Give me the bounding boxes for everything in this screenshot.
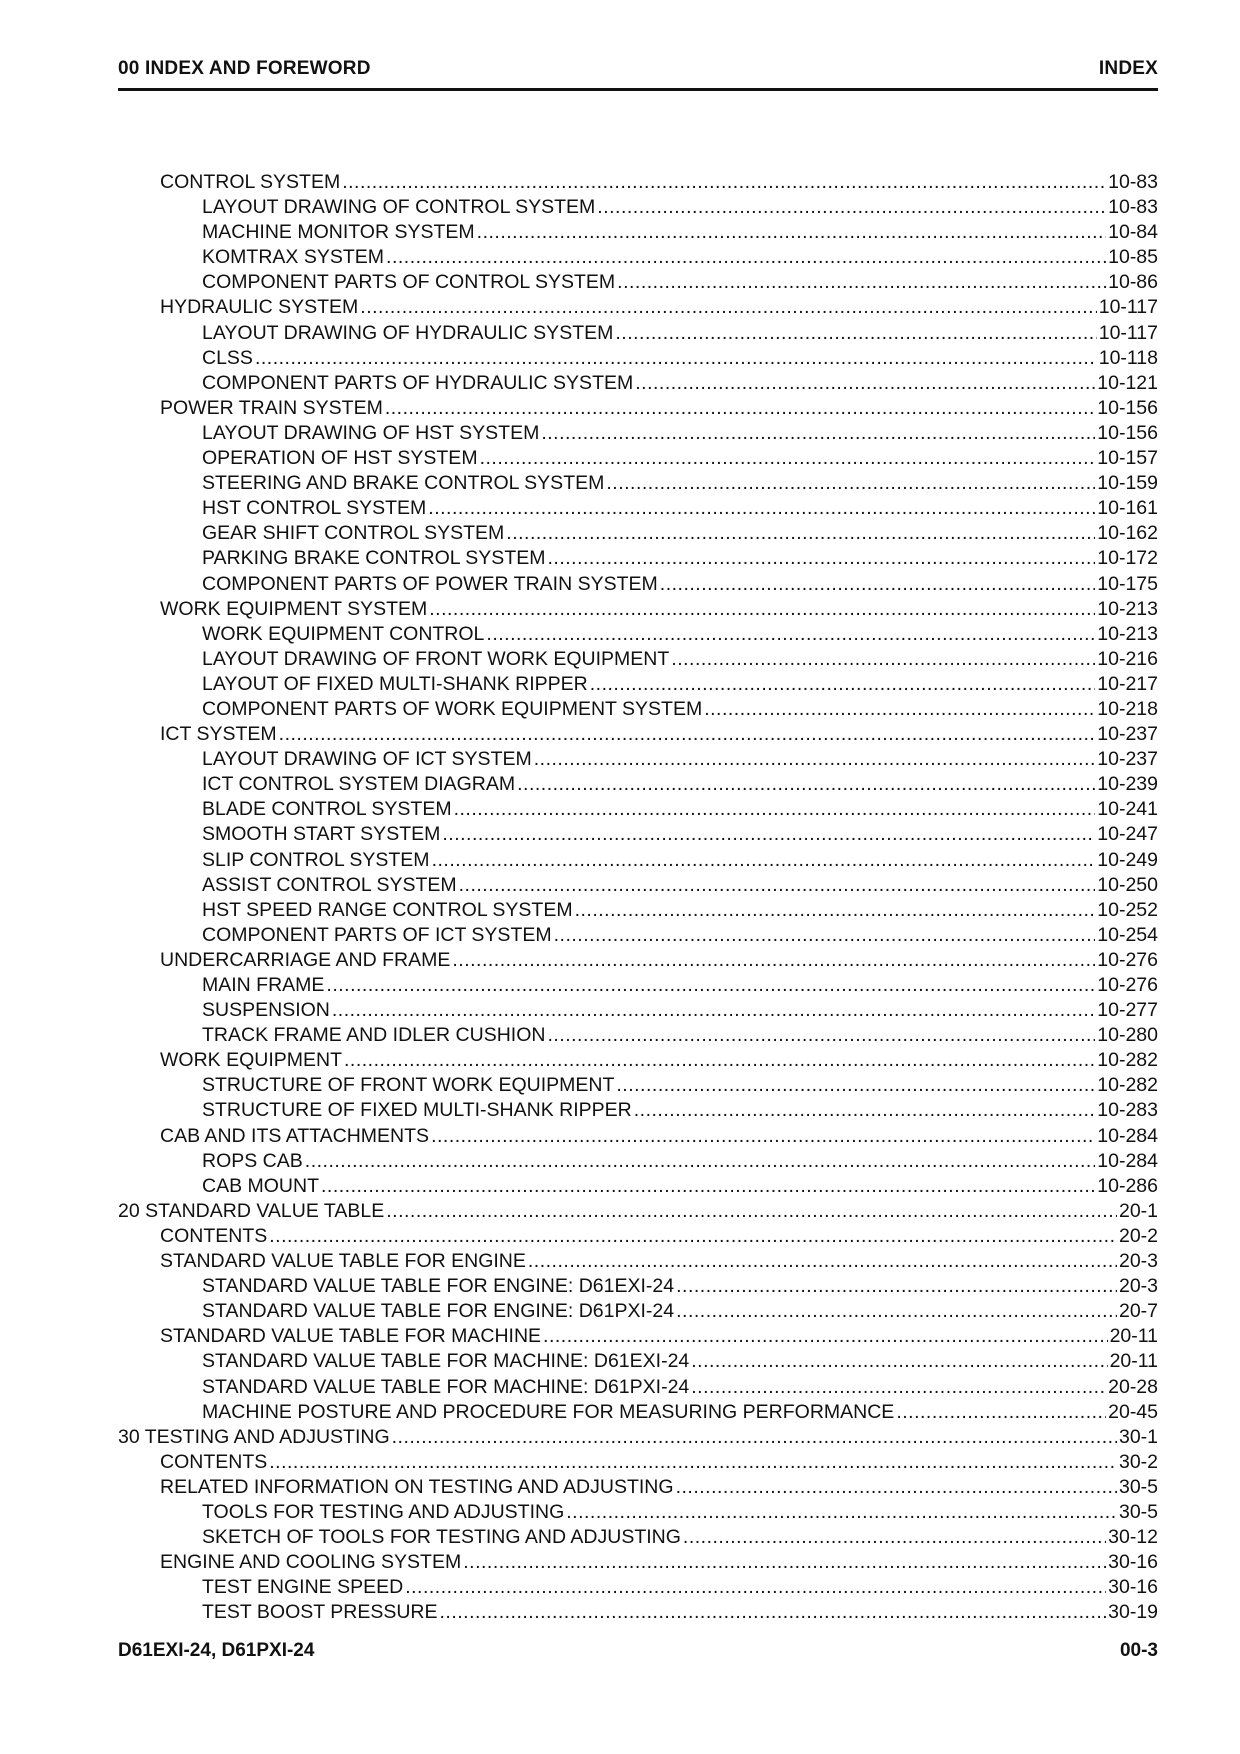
toc-entry-title: CONTROL SYSTEM xyxy=(160,171,341,193)
dot-leader xyxy=(255,346,1097,371)
toc-entry-page: 30-16 xyxy=(1108,1551,1158,1574)
toc-entry-title: ICT CONTROL SYSTEM DIAGRAM xyxy=(202,773,516,796)
toc-entry-title: STANDARD VALUE TABLE FOR MACHINE: D61PXI-24 xyxy=(202,1375,690,1398)
toc-entry-page: 10-284 xyxy=(1097,1149,1158,1172)
toc-entry-page: 10-162 xyxy=(1097,522,1158,545)
toc-entry-page: 10-84 xyxy=(1108,221,1158,244)
toc-entry[interactable] xyxy=(118,371,1158,396)
toc-entry-page: 20-1 xyxy=(1118,1199,1158,1222)
toc-entry-page: 20-3 xyxy=(1118,1275,1158,1298)
toc-entry[interactable] xyxy=(118,1224,1158,1249)
toc-entry-title: COMPONENT PARTS OF ICT SYSTEM xyxy=(202,923,552,946)
dot-leader xyxy=(660,572,1096,597)
toc-entry-title: CAB AND ITS ATTACHMENTS xyxy=(160,1124,430,1147)
dot-leader xyxy=(477,220,1106,245)
toc-entry-page: 30-2 xyxy=(1118,1450,1158,1473)
toc-entry-title: PARKING BRAKE CONTROL SYSTEM xyxy=(202,547,546,570)
toc-entry-title: STANDARD VALUE TABLE FOR MACHINE xyxy=(160,1325,542,1348)
toc-entry-page: 10-249 xyxy=(1097,848,1158,871)
toc-entry[interactable] xyxy=(118,898,1158,923)
toc-entry[interactable] xyxy=(118,1073,1158,1098)
dot-leader xyxy=(386,245,1106,270)
toc-entry-page: 10-237 xyxy=(1097,748,1158,771)
toc-entry-page: 10-172 xyxy=(1097,547,1158,570)
toc-entry-page: 10-121 xyxy=(1097,371,1158,394)
toc-entry-page: 10-286 xyxy=(1097,1174,1158,1197)
toc-entry[interactable] xyxy=(118,647,1158,672)
toc-entry-title: WORK EQUIPMENT SYSTEM xyxy=(160,597,428,620)
dot-leader xyxy=(634,1098,1096,1123)
toc-entry[interactable] xyxy=(118,1199,1158,1224)
dot-leader xyxy=(517,772,1095,797)
toc-entry[interactable] xyxy=(118,873,1158,898)
dot-leader xyxy=(332,998,1095,1023)
toc-entry-title: WORK EQUIPMENT CONTROL xyxy=(202,622,485,645)
toc-entry-title: SUSPENSION xyxy=(202,999,330,1022)
toc-entry[interactable] xyxy=(118,546,1158,571)
page-footer xyxy=(118,1640,1158,1666)
toc-entry-title: STANDARD VALUE TABLE FOR ENGINE xyxy=(160,1250,526,1273)
dot-leader xyxy=(385,396,1095,421)
toc-entry[interactable] xyxy=(118,597,1158,622)
toc-entry-title: 20 STANDARD VALUE TABLE xyxy=(118,1199,385,1222)
toc-entry-title: TEST ENGINE SPEED xyxy=(202,1576,404,1599)
toc-entry[interactable] xyxy=(118,270,1158,295)
toc-entry-page: 10-276 xyxy=(1097,948,1158,971)
toc-entry-title: HYDRAULIC SYSTEM xyxy=(160,296,359,319)
toc-entry-title: UNDERCARRIAGE AND FRAME xyxy=(160,948,451,971)
toc-entry-title: STANDARD VALUE TABLE FOR ENGINE: D61PXI-24 xyxy=(202,1300,675,1323)
dot-leader xyxy=(590,672,1096,697)
toc-entry-title: COMPONENT PARTS OF POWER TRAIN SYSTEM xyxy=(202,572,658,595)
toc-entry-page: 10-282 xyxy=(1097,1074,1158,1097)
toc-entry-page: 10-117 xyxy=(1098,296,1158,319)
toc-entry-page: 10-83 xyxy=(1108,196,1158,219)
toc-entry-title: GEAR SHIFT CONTROL SYSTEM xyxy=(202,522,505,545)
dot-leader xyxy=(279,722,1096,747)
dot-leader xyxy=(269,1450,1117,1475)
toc-entry-page: 10-213 xyxy=(1097,597,1158,620)
toc-entry-page: 10-213 xyxy=(1097,622,1158,645)
toc-entry-title: LAYOUT DRAWING OF ICT SYSTEM xyxy=(202,748,532,771)
toc-entry-page: 10-83 xyxy=(1108,171,1158,193)
dot-leader xyxy=(463,1550,1106,1575)
toc-entry-page: 10-276 xyxy=(1097,974,1158,996)
toc-entry-page: 20-3 xyxy=(1118,1250,1158,1273)
dot-leader xyxy=(342,170,1106,195)
toc-entry[interactable] xyxy=(118,170,1158,195)
dot-leader xyxy=(486,622,1095,647)
page-number: 00-3 xyxy=(1119,1640,1158,1661)
toc-entry-title: HST CONTROL SYSTEM xyxy=(202,497,427,520)
dot-leader xyxy=(566,1500,1117,1525)
toc-entry-title: ENGINE AND COOLING SYSTEM xyxy=(160,1551,462,1574)
toc-entry[interactable] xyxy=(118,1425,1158,1450)
toc-entry[interactable] xyxy=(118,346,1158,371)
toc-entry-page: 10-237 xyxy=(1097,723,1158,746)
dot-leader xyxy=(676,1274,1117,1299)
dot-leader xyxy=(676,1299,1117,1324)
toc-entry-page: 10-277 xyxy=(1097,999,1158,1022)
toc-entry[interactable] xyxy=(118,1550,1158,1575)
page-header xyxy=(118,58,1158,91)
toc-entry-title: CLSS xyxy=(202,346,253,369)
toc-entry-page: 10-283 xyxy=(1097,1099,1158,1122)
toc-entry-title: 30 TESTING AND ADJUSTING xyxy=(118,1425,390,1448)
toc-entry-title: HST SPEED RANGE CONTROL SYSTEM xyxy=(202,898,573,921)
toc-entry-title: STRUCTURE OF FRONT WORK EQUIPMENT xyxy=(202,1074,615,1097)
toc-entry-title: ICT SYSTEM xyxy=(160,723,277,746)
dot-leader xyxy=(269,1224,1117,1249)
dot-leader xyxy=(360,295,1096,320)
dot-leader xyxy=(459,873,1096,898)
toc-entry[interactable] xyxy=(118,245,1158,270)
toc-entry[interactable] xyxy=(118,1174,1158,1199)
dot-leader xyxy=(528,1249,1117,1274)
toc-entry-page: 30-1 xyxy=(1118,1425,1158,1448)
toc-entry-page: 10-117 xyxy=(1098,321,1158,344)
dot-leader xyxy=(615,321,1096,346)
toc-entry-page: 10-280 xyxy=(1097,1024,1158,1047)
dot-leader xyxy=(704,697,1095,722)
dot-leader xyxy=(541,421,1095,446)
dot-leader xyxy=(344,1048,1095,1073)
toc-entry-title: SMOOTH START SYSTEM xyxy=(202,823,441,846)
toc-entry-page: 10-218 xyxy=(1097,697,1158,720)
toc-entry[interactable] xyxy=(118,1375,1158,1400)
toc-entry-page: 10-216 xyxy=(1097,647,1158,670)
dot-leader xyxy=(405,1575,1106,1600)
dot-leader xyxy=(671,647,1095,672)
toc-entry[interactable] xyxy=(118,1475,1158,1500)
toc-entry-page: 10-284 xyxy=(1097,1124,1158,1147)
toc-entry-page: 10-156 xyxy=(1097,396,1158,419)
toc-entry-title: STANDARD VALUE TABLE FOR MACHINE: D61EXI-24 xyxy=(202,1350,690,1373)
toc-entry-title: LAYOUT OF FIXED MULTI-SHANK RIPPER xyxy=(202,672,588,695)
dot-leader xyxy=(896,1400,1106,1425)
toc-entry-title: RELATED INFORMATION ON TESTING AND ADJUSTING xyxy=(160,1475,674,1498)
toc-entry-title: STANDARD VALUE TABLE FOR ENGINE: D61EXI-24 xyxy=(202,1275,675,1298)
toc-entry-page: 10-241 xyxy=(1097,798,1158,821)
dot-leader xyxy=(321,1174,1095,1199)
toc-entry[interactable] xyxy=(118,923,1158,948)
dot-leader xyxy=(597,195,1106,220)
toc-entry-title: LAYOUT DRAWING OF CONTROL SYSTEM xyxy=(202,196,596,219)
toc-entry[interactable] xyxy=(118,1349,1158,1374)
toc-entry-title: SKETCH OF TOOLS FOR TESTING AND ADJUSTING xyxy=(202,1526,681,1549)
dot-leader xyxy=(547,1023,1095,1048)
toc-entry[interactable] xyxy=(118,1324,1158,1349)
toc-entry-title: LAYOUT DRAWING OF HYDRAULIC SYSTEM xyxy=(202,321,614,344)
toc-entry-page: 10-282 xyxy=(1097,1049,1158,1072)
toc-entry[interactable] xyxy=(118,295,1158,320)
toc-entry-page: 10-157 xyxy=(1097,447,1158,470)
dot-leader xyxy=(392,1425,1117,1450)
toc-entry-page: 10-239 xyxy=(1097,773,1158,796)
dot-leader xyxy=(616,1073,1095,1098)
toc-entry-title: STEERING AND BRAKE CONTROL SYSTEM xyxy=(202,472,605,495)
toc-entry-title: OPERATION OF HST SYSTEM xyxy=(202,447,478,470)
dot-leader xyxy=(635,371,1095,396)
dot-leader xyxy=(442,822,1095,847)
dot-leader xyxy=(617,270,1106,295)
model-numbers: D61EXI-24, D61PXI-24 xyxy=(118,1640,315,1661)
dot-leader xyxy=(506,521,1095,546)
toc-entry-title: LAYOUT DRAWING OF HST SYSTEM xyxy=(202,421,540,444)
toc-entry-page: 10-247 xyxy=(1097,823,1158,846)
toc-entry-page: 30-12 xyxy=(1108,1526,1158,1549)
toc-entry[interactable] xyxy=(118,772,1158,797)
dot-leader xyxy=(452,948,1095,973)
toc-entry[interactable] xyxy=(118,421,1158,446)
toc-entry[interactable] xyxy=(118,321,1158,346)
toc-entry-page: 10-252 xyxy=(1097,898,1158,921)
toc-entry-title: MACHINE POSTURE AND PROCEDURE FOR MEASURING PERFORMANCE xyxy=(202,1400,895,1423)
toc-entry-page: 10-175 xyxy=(1097,572,1158,595)
dot-leader xyxy=(543,1324,1108,1349)
toc-entry[interactable] xyxy=(118,496,1158,521)
toc-entry-title: POWER TRAIN SYSTEM xyxy=(160,396,383,419)
toc-entry-page: 10-86 xyxy=(1108,271,1158,294)
toc-entry[interactable] xyxy=(118,998,1158,1023)
toc-entry-title: CONTENTS xyxy=(160,1224,268,1247)
toc-entry-title: MAIN FRAME xyxy=(202,974,325,996)
toc-entry[interactable] xyxy=(118,1500,1158,1525)
toc-entry-title: ASSIST CONTROL SYSTEM xyxy=(202,873,457,896)
dot-leader xyxy=(676,1475,1117,1500)
dot-leader xyxy=(326,973,1095,998)
toc-entry-page: 30-5 xyxy=(1118,1500,1158,1523)
toc-entry[interactable] xyxy=(118,1048,1158,1073)
toc-entry[interactable] xyxy=(118,672,1158,697)
toc-entry[interactable] xyxy=(118,948,1158,973)
toc-entry-title: SLIP CONTROL SYSTEM xyxy=(202,848,430,871)
toc-entry-page: 10-250 xyxy=(1097,873,1158,896)
dot-leader xyxy=(429,597,1095,622)
toc-entry[interactable] xyxy=(118,797,1158,822)
toc-entry[interactable] xyxy=(118,1098,1158,1123)
toc-entry[interactable] xyxy=(118,446,1158,471)
toc-entry-title: MACHINE MONITOR SYSTEM xyxy=(202,221,475,244)
toc-entry-title: LAYOUT DRAWING OF FRONT WORK EQUIPMENT xyxy=(202,647,670,670)
dot-leader xyxy=(431,1124,1095,1149)
toc-entry[interactable] xyxy=(118,1525,1158,1550)
toc-entry[interactable] xyxy=(118,1400,1158,1425)
toc-entry[interactable] xyxy=(118,1124,1158,1149)
toc-entry-page: 10-161 xyxy=(1097,497,1158,520)
dot-leader xyxy=(428,496,1095,521)
toc-entry-page: 30-5 xyxy=(1118,1475,1158,1498)
toc-entry-page: 20-45 xyxy=(1108,1400,1158,1423)
toc-entry-page: 20-7 xyxy=(1118,1300,1158,1323)
toc-entry-title: TOOLS FOR TESTING AND ADJUSTING xyxy=(202,1500,565,1523)
toc-entry-title: COMPONENT PARTS OF CONTROL SYSTEM xyxy=(202,271,616,294)
toc-entry-title: COMPONENT PARTS OF WORK EQUIPMENT SYSTEM xyxy=(202,697,703,720)
toc-entry[interactable] xyxy=(118,572,1158,597)
toc-entry[interactable] xyxy=(118,848,1158,873)
toc-entry[interactable] xyxy=(118,1299,1158,1324)
dot-leader xyxy=(683,1525,1106,1550)
toc-entry-page: 20-2 xyxy=(1118,1224,1158,1247)
toc-entry[interactable] xyxy=(118,195,1158,220)
toc-entry-page: 30-19 xyxy=(1108,1601,1158,1624)
dot-leader xyxy=(575,898,1096,923)
dot-leader xyxy=(547,546,1095,571)
toc-entry[interactable] xyxy=(118,697,1158,722)
table-of-contents xyxy=(118,170,1158,1625)
toc-entry[interactable] xyxy=(118,1149,1158,1174)
toc-entry-title: COMPONENT PARTS OF HYDRAULIC SYSTEM xyxy=(202,371,634,394)
toc-entry-title: ROPS CAB xyxy=(202,1149,303,1172)
dot-leader xyxy=(691,1375,1106,1400)
toc-entry-page: 20-28 xyxy=(1108,1375,1158,1398)
toc-entry[interactable] xyxy=(118,822,1158,847)
toc-entry-title: BLADE CONTROL SYSTEM xyxy=(202,798,452,821)
toc-entry[interactable] xyxy=(118,747,1158,772)
toc-entry-page: 10-217 xyxy=(1097,672,1158,695)
dot-leader xyxy=(534,747,1096,772)
toc-entry-title: TRACK FRAME AND IDLER CUSHION xyxy=(202,1024,546,1047)
toc-entry[interactable] xyxy=(118,521,1158,546)
toc-entry[interactable] xyxy=(118,622,1158,647)
toc-entry[interactable] xyxy=(118,1450,1158,1475)
dot-leader xyxy=(454,797,1096,822)
toc-entry-page: 10-85 xyxy=(1108,246,1158,269)
toc-entry[interactable] xyxy=(118,220,1158,245)
toc-entry-title: CAB MOUNT xyxy=(202,1174,319,1197)
toc-entry[interactable] xyxy=(118,973,1158,998)
toc-entry-title: STRUCTURE OF FIXED MULTI-SHANK RIPPER xyxy=(202,1099,632,1122)
toc-entry-page: 10-156 xyxy=(1097,421,1158,444)
toc-entry-title: KOMTRAX SYSTEM xyxy=(202,246,385,269)
toc-entry[interactable] xyxy=(118,1575,1158,1600)
toc-entry-title: WORK EQUIPMENT xyxy=(160,1049,343,1072)
dot-leader xyxy=(386,1199,1117,1224)
toc-entry-page: 30-16 xyxy=(1108,1576,1158,1599)
toc-entry-page: 10-159 xyxy=(1097,472,1158,495)
dot-leader xyxy=(440,1600,1107,1625)
toc-entry-title: TEST BOOST PRESSURE xyxy=(202,1601,438,1624)
dot-leader xyxy=(554,923,1096,948)
dot-leader xyxy=(305,1149,1096,1174)
page-label: INDEX xyxy=(1098,58,1158,79)
toc-entry[interactable] xyxy=(118,1274,1158,1299)
toc-entry[interactable] xyxy=(118,396,1158,421)
toc-entry-page: 10-254 xyxy=(1097,923,1158,946)
dot-leader xyxy=(480,446,1096,471)
toc-entry[interactable] xyxy=(118,1023,1158,1048)
section-title: 00 INDEX AND FOREWORD xyxy=(118,58,371,79)
toc-entry-page: 10-118 xyxy=(1098,346,1158,369)
toc-entry[interactable] xyxy=(118,1249,1158,1274)
toc-entry-page: 20-11 xyxy=(1109,1325,1158,1348)
toc-entry[interactable] xyxy=(118,722,1158,747)
toc-entry-title: CONTENTS xyxy=(160,1450,268,1473)
toc-entry[interactable] xyxy=(118,471,1158,496)
dot-leader xyxy=(606,471,1095,496)
dot-leader xyxy=(691,1349,1107,1374)
toc-entry-page: 20-11 xyxy=(1109,1350,1158,1373)
toc-entry[interactable] xyxy=(118,1600,1158,1625)
dot-leader xyxy=(432,848,1096,873)
